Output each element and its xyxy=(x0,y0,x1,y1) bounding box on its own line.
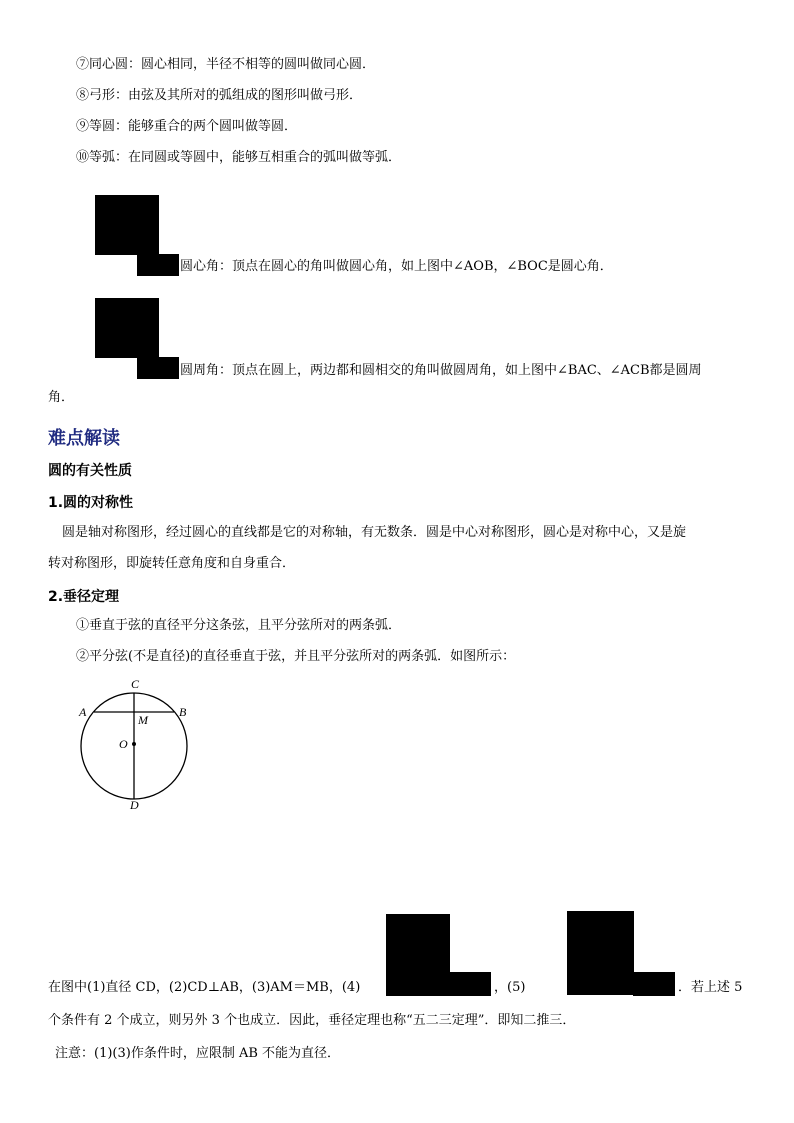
perpendicular-item1: ①垂直于弦的直径平分这条弦，且平分弦所对的两条弧． xyxy=(76,618,402,633)
label-m: M xyxy=(138,713,148,727)
conditions-part3: ．若上述 5 xyxy=(678,980,743,995)
perpendicular-item2: ②平分弦(不是直径)的直径垂直于弦，并且平分弦所对的两条弧．如图所示： xyxy=(76,649,516,664)
symmetry-line1: 圆是轴对称图形，经过圆心的直线都是它的对称轴，有无数条．圆是中心对称图形，圆心是对称中心，又是旋 xyxy=(62,525,687,540)
definition-segment: ⑧弓形：由弦及其所对的弧组成的图形叫做弓形． xyxy=(76,88,363,103)
label-b: B xyxy=(179,705,187,719)
label-c: C xyxy=(131,677,140,691)
circle-diagram xyxy=(70,676,210,816)
center-point xyxy=(132,742,136,746)
perpendicular-title: 2.垂径定理 xyxy=(48,589,120,605)
label-d: D xyxy=(130,798,139,812)
definition-equal-circles: ⑨等圆：能够重合的两个圆叫做等圆． xyxy=(76,119,298,134)
central-angle-text: 圆心角：顶点在圆心的角叫做圆心角，如上图中∠AOB，∠BOC是圆心角． xyxy=(180,259,613,274)
subsection-title: 圆的有关性质 xyxy=(48,463,132,479)
conditions-part2: ，(5) xyxy=(494,980,526,995)
label-a: A xyxy=(79,705,87,719)
symmetry-line2: 转对称图形，即旋转任意角度和自身重合． xyxy=(48,556,296,571)
conditions-part1: 在图中(1)直径 CD，(2)CD⊥AB，(3)AM＝MB，(4) xyxy=(48,980,361,995)
symmetry-title: 1.圆的对称性 xyxy=(48,495,134,511)
conditions-line2: 个条件有 2 个成立，则另外 3 个也成立．因此，垂径定理也称“五二三定理”．即知二推三． xyxy=(48,1013,576,1028)
definition-concentric: ⑦同心圆：圆心相同，半径不相等的圆叫做同心圆． xyxy=(76,57,376,72)
section-title: 难点解读 xyxy=(48,428,120,449)
inscribed-angle-text-line2: 角． xyxy=(48,390,75,405)
note-text: 注意：(1)(3)作条件时，应限制 AB 不能为直径． xyxy=(55,1046,341,1061)
label-o: O xyxy=(119,737,128,751)
inscribed-angle-text-line1: 圆周角：顶点在圆上，两边都和圆相交的角叫做圆周角，如上图中∠BAC、∠ACB都是圆周 xyxy=(180,363,702,378)
definition-equal-arcs: ⑩等弧：在同圆或等圆中，能够互相重合的弧叫做等弧． xyxy=(76,150,402,165)
